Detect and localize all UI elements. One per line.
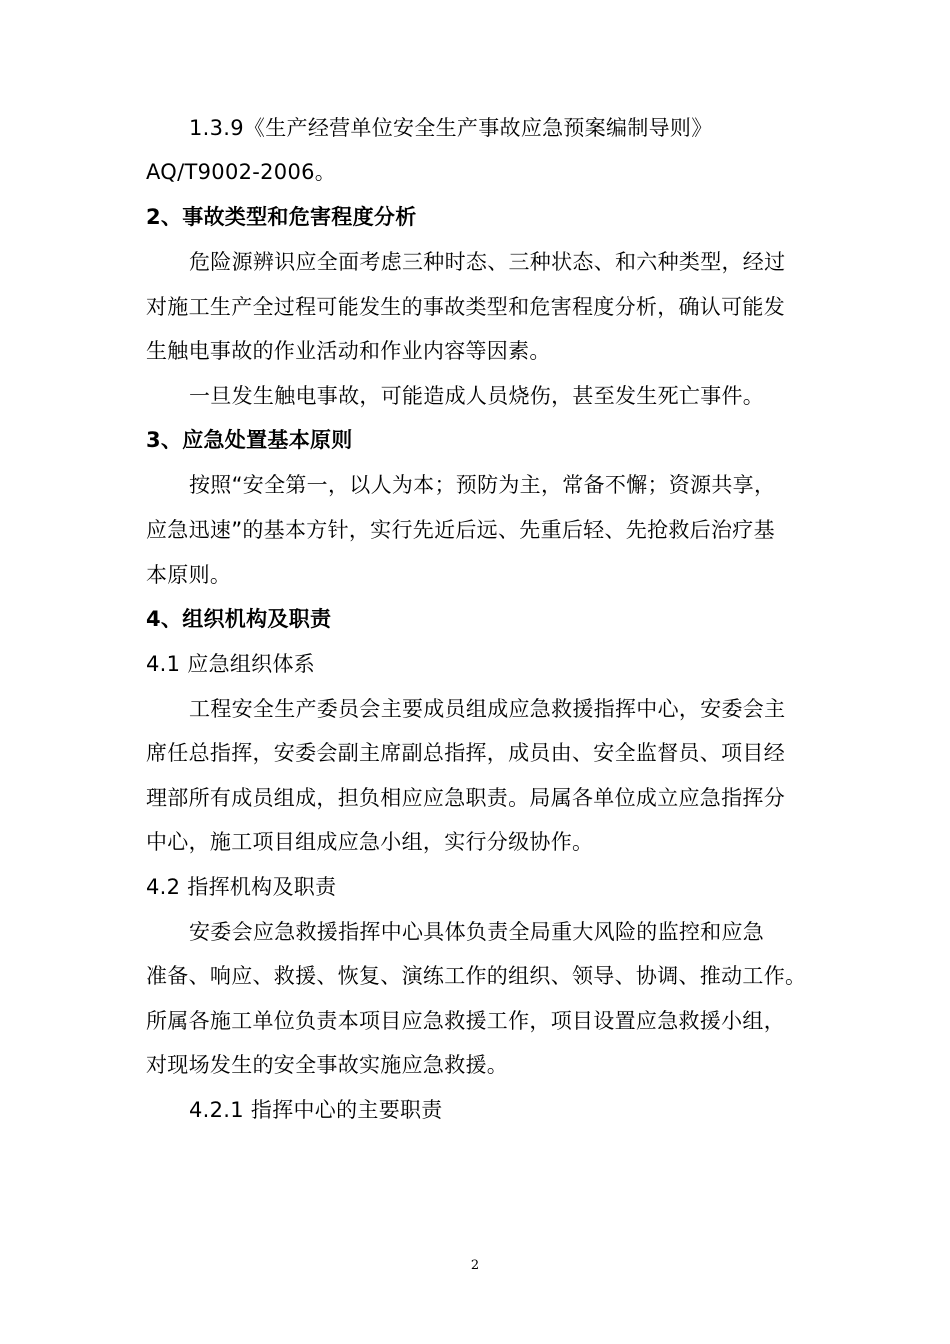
section-heading-2: 2、事故类型和危害程度分析 (146, 205, 417, 229)
paragraph-line: 中心，施工项目组成应急小组，实行分级协作。 (146, 830, 594, 854)
paragraph-line: 席任总指挥，安委会副主席副总指挥，成员由、安全监督员、项目经 (146, 741, 785, 765)
paragraph-line: 按照“安全第一，以人为本；预防为主，常备不懈；资源共享， (189, 473, 776, 497)
paragraph-line: 本原则。 (146, 563, 232, 587)
paragraph-line: 准备、响应、救援、恢复、演练工作的组织、领导、协调、推动工作。 (146, 964, 807, 988)
ref-standard-line-1: 1.3.9《生产经营单位安全生产事故应急预案编制导则》 (189, 116, 713, 140)
paragraph-line: 工程安全生产委员会主要成员组成应急救援指挥中心，安委会主 (189, 697, 786, 721)
paragraph-line: 一旦发生触电事故，可能造成人员烧伤，甚至发生死亡事件。 (189, 384, 765, 408)
ref-standard-line-2: AQ/T9002-2006。 (146, 160, 337, 184)
paragraph-line: 应急迅速”的基本方针，实行先近后远、先重后轻、先抢救后治疗基 (146, 518, 775, 542)
paragraph-line: 安委会应急救援指挥中心具体负责全局重大风险的监控和应急 (189, 920, 765, 944)
paragraph-line: 对现场发生的安全事故实施应急救援。 (146, 1053, 509, 1077)
subsection-heading-4-1: 4.1 应急组织体系 (146, 652, 316, 676)
paragraph-line: 对施工生产全过程可能发生的事故类型和危害程度分析，确认可能发 (146, 295, 785, 319)
subsection-heading-4-2-1: 4.2.1 指挥中心的主要职责 (189, 1098, 443, 1122)
section-heading-3: 3、应急处置基本原则 (146, 428, 353, 452)
section-heading-4: 4、组织机构及职责 (146, 607, 332, 631)
subsection-heading-4-2: 4.2 指挥机构及职责 (146, 875, 337, 899)
paragraph-line: 所属各施工单位负责本项目应急救援工作，项目设置应急救援小组， (146, 1009, 785, 1033)
paragraph-line: 理部所有成员组成，担负相应应急职责。局属各单位成立应急指挥分 (146, 786, 785, 810)
paragraph-line: 危险源辨识应全面考虑三种时态、三种状态、和六种类型，经过 (189, 250, 786, 274)
page-number: 2 (470, 1258, 480, 1273)
paragraph-line: 生触电事故的作业活动和作业内容等因素。 (146, 339, 551, 363)
